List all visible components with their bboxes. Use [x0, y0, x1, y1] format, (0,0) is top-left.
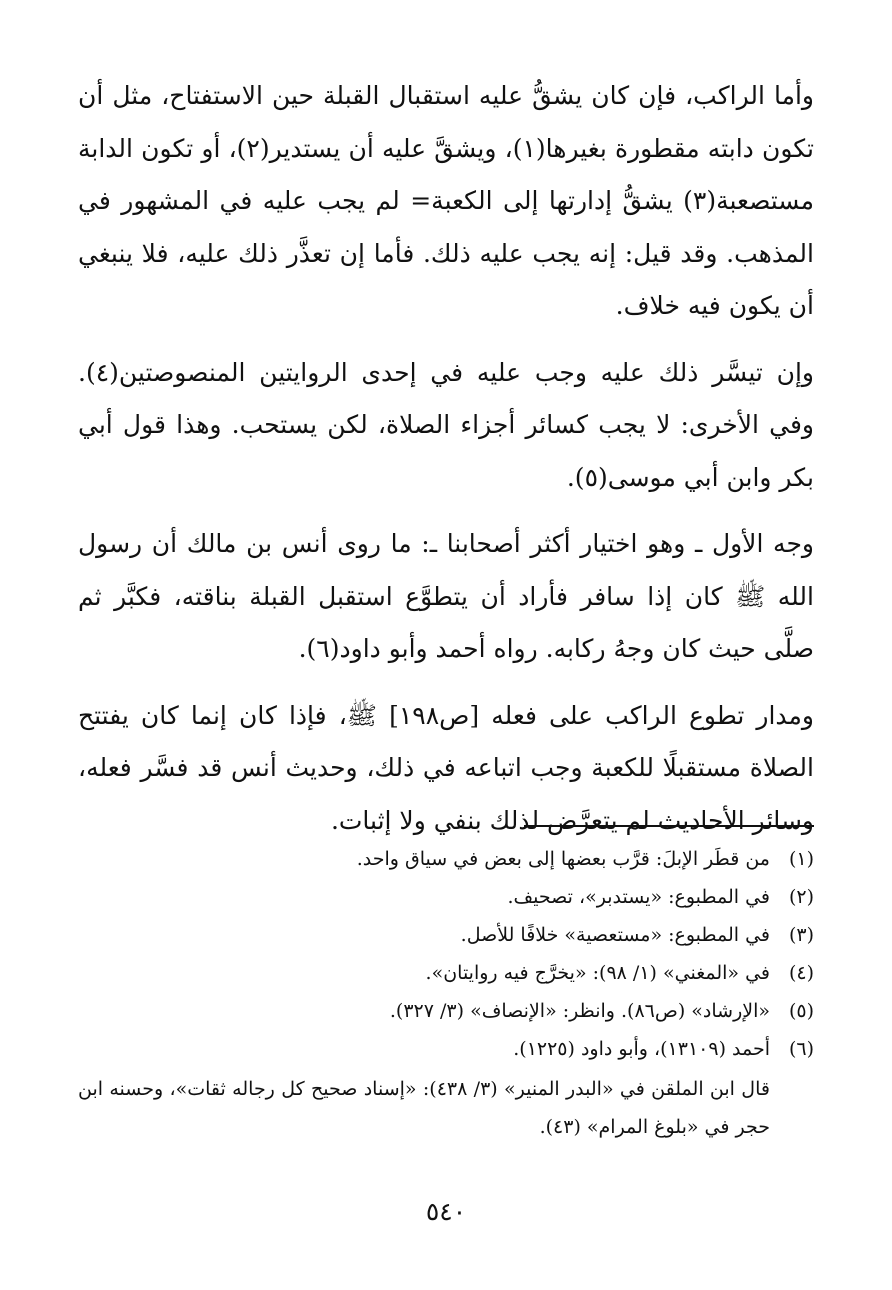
footnote-text: من قطَر الإبلَ: قرَّب بعضها إلى بعض في سياق واحد.: [356, 848, 770, 870]
footnote-text: أحمد (١٣١٠٩)، وأبو داود (١٢٢٥).: [513, 1038, 770, 1060]
footnote-number: (٣): [788, 924, 814, 946]
footnote-number: (٥): [788, 1000, 814, 1022]
main-text: [78, 70, 814, 861]
footnote-separator: [524, 825, 814, 827]
footnote-number: (١): [788, 848, 814, 870]
footnote-text: في «المغني» (١/ ٩٨): «يخرَّج فيه روايتان».: [425, 962, 770, 984]
footnote-4: [78, 954, 814, 992]
page-number: ٥٤٠: [425, 1197, 467, 1226]
footnote-text: «الإرشاد» (ص٨٦). وانظر: «الإنصاف» (٣/ ٣٢٧).: [389, 1000, 770, 1022]
footnote-3: [78, 916, 814, 954]
footnote-1: [78, 840, 814, 878]
paragraph-2: وإن تيسَّر ذلك عليه وجب عليه في إحدى الروايتين المنصوصتين(٤). وفي الأخرى: لا يجب كسائر أجزاء الصلاة، لكن يستحب. وهذا قول أبي بكر وابن أبي موسى(٥).: [78, 357, 814, 492]
paragraph-3: وجه الأول ـ وهو اختيار أكثر أصحابنا ـ: ما روى أنس بن مالك أن رسول الله ﷺ كان إذا سافر فأراد أن يتطوَّع استقبل القبلة بناقته، فكبَّر ثم صلَّى حيث كان وجهُ ركابه. رواه أحمد وأبو داود(٦).: [78, 529, 814, 663]
footnote-5: [78, 992, 814, 1030]
paragraph-1: وأما الراكب، فإن كان يشقُّ عليه استقبال القبلة حين الاستفتاح، مثل أن تكون دابته مقطورة بغيرها(١)، ويشقَّ عليه أن يستدير(٢)، أو تكون الدابة مستصعبة(٣) يشقُّ إدارتها إلى الكعبة= لم يجب عليه في المشهور في المذهب. وقد قيل: إنه يجب عليه ذلك. فأما إن تعذَّر ذلك عليه، فلا ينبغي أن يكون فيه خلاف.: [78, 81, 815, 320]
footnotes: [78, 840, 814, 1146]
footnote-text: في المطبوع: «يستدبر»، تصحيف.: [507, 886, 770, 908]
footnote-number: (٦): [788, 1038, 814, 1060]
footnote-6-continuation: قال ابن الملقن في «البدر المنير» (٣/ ٤٣٨): «إسناد صحيح كل رجاله ثقات»، وحسنه ابن حجر في «بلوغ المرام» (٤٣).: [78, 1078, 770, 1138]
footnote-2: [78, 878, 814, 916]
footnote-text: في المطبوع: «مستعصية» خلافًا للأصل.: [460, 924, 770, 946]
paragraph-4: ومدار تطوع الراكب على فعله [ص١٩٨] ﷺ، فإذا كان إنما كان يفتتح الصلاة مستقبلًا للكعبة وجب اتباعه في ذلك، وحديث أنس قد فسَّر فعله، وسائر الأحاديث لم يتعرَّض لذلك بنفي ولا إثبات.: [78, 700, 814, 835]
footnote-6: [78, 1030, 814, 1068]
footnote-number: (٤): [788, 962, 814, 984]
footnote-number: (٢): [788, 886, 814, 908]
